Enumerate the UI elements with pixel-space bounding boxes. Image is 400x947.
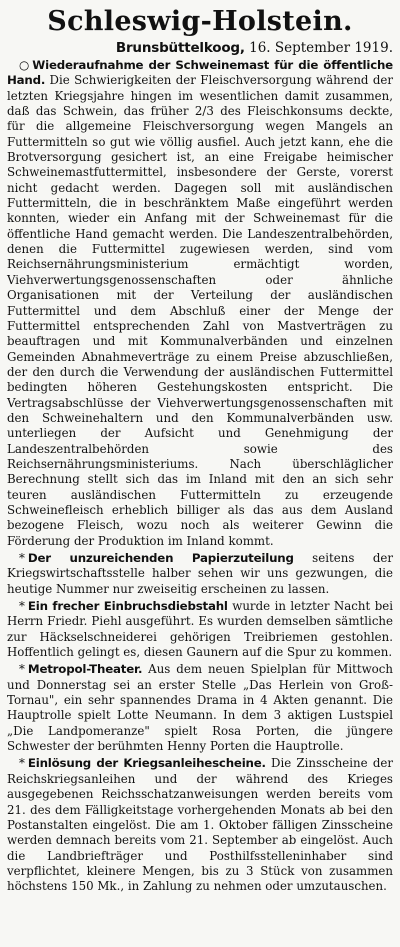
article-body: Aus dem neuen Spielplan für Mittwoch und Donnerstag sei an erster Stelle „Das Herlein von Groß-Tornau", ein sehr spannendes Drama in 4 Akten genannt. Die Hauptrolle spielt Lotte Neumann. In dem 3 aktigen Lustspiel „Die Landpomeranze" spielt Rosa Porten, die jüngere Schwester der berühmten Henny Porten die Hauptrolle. bbox=[7, 662, 393, 754]
section-headline: Schleswig-Holstein. bbox=[47, 6, 353, 37]
article-lead: Metropol-Theater. bbox=[27, 662, 143, 677]
article-bullet: * bbox=[19, 756, 25, 771]
article-bullet: * bbox=[19, 599, 25, 614]
article-body: seitens der Kriegswirtschaftsstelle halber sehen wir uns gezwungen, die heutige Nummer nur zweiseitig erscheinen zu lassen. bbox=[7, 551, 393, 596]
article-bullet: ○ bbox=[19, 58, 30, 72]
article-lead: Wiederaufnahme der Schweinemast für die öffentliche Hand. bbox=[7, 58, 393, 88]
dateline bbox=[7, 40, 393, 57]
dateline-place: Brunsbüttelkoog, bbox=[115, 40, 245, 56]
article-schweinemast bbox=[7, 58, 393, 549]
article-bullet: * bbox=[19, 551, 25, 565]
dateline-date: 16. September 1919. bbox=[249, 40, 393, 56]
article-lead: Einlösung der Kriegsanleihescheine. bbox=[27, 756, 266, 771]
article-body: Die Zinsscheine der Reichskriegsanleihen und der während des Krieges ausgegebenen Reichsschatzanweisungen werden bereits vom 21. des dem Fälligkeitstage vorhergehenden Monats ab bei den Postanstalten eingelöst. Die am 1. Oktober fälligen Zinsscheine werden demnach bereits vom 21. September ab eingelöst. Auch die Landbriefträger und Posthilfsstelleninhaber sind verpflichtet, kleinere Mengen, bis zu 3 Stück von zusammen höchstens 150 Mk., in Zahlung zu nehmen oder umzutauschen. bbox=[7, 756, 393, 894]
article-lead: Ein frecher Einbruchsdiebstahl bbox=[27, 599, 228, 614]
article-kriegsanleihescheine bbox=[7, 756, 393, 894]
article-lead: Der unzureichenden Papierzuteilung bbox=[27, 551, 294, 565]
article-einbruchsdiebstahl bbox=[7, 599, 393, 660]
article-body: Die Schwierigkeiten der Fleischversorgung während der letzten Kriegsjahre hingen im wesentlichen damit zusammen, daß das Schwein, das früher 2/3 des Fleischkonsums deckte, für die allgemeine Fleischversorgung wegen Mangels an Futtermitteln so gut wie völlig ausfiel. Auch jetzt kann, ehe die Brotversorgung gesichert ist, an eine Freigabe heimischer Schweinemastfuttermittel, insbesondere der Gerste, vorerst nicht gedacht werden. Dagegen soll mit ausländischen Futtermitteln, die in beschränktem Maße eingeführt werden konnten, wieder ein Anfang mit der Schweinemast für die öffentliche Hand gemacht werden. Die Landeszentralbehörden, denen die Futtermittel zugewiesen werden, sind vom Reichsernährungsministerium ermächtigt worden, Viehverwertungsgenossenschaften oder ähnliche Organisationen mit der Verteilung der ausländischen Futtermittel und dem Abschluß einer der Menge der Futtermittel entsprechenden Zahl von Mastverträgen zu beauftragen und mit Kommunalverbänden und einzelnen Gemeinden Abnahmeverträge zu einem Preise abzuschließen, der den durch die Verwendung der ausländischen Futtermittel bedingten höheren Gestehungskosten entspricht. Die Vertragsabschlüsse der Viehverwertungsgenossenschaften mit den Schweinehaltern und den Kommunalverbänden usw. unterliegen der Aufsicht und Genehmigung der Landeszentralbehörden sowie des Reichsernährungsministeriums. Nach überschläglicher Berechnung stellt sich das im Inland mit den an sich sehr teuren ausländischen Futtermitteln zu erzeugende Schweinefleisch erheblich billiger als das aus dem Ausland bezogene Fleisch, wozu noch als weiterer Gewinn die Förderung der Produktion im Inland kommt. bbox=[7, 73, 393, 548]
article-body: wurde in letzter Nacht bei Herrn Friedr. Piehl ausgeführt. Es wurden demselben sämtliche zur Häckselschneiderei gehörigen Treibriemen gestohlen. Hoffentlich gelingt es, diesen Gaunern auf die Spur zu kommen. bbox=[7, 599, 393, 660]
article-papierzuteilung bbox=[7, 551, 393, 597]
article-bullet: * bbox=[19, 662, 25, 677]
article-metropol-theater bbox=[7, 662, 393, 754]
